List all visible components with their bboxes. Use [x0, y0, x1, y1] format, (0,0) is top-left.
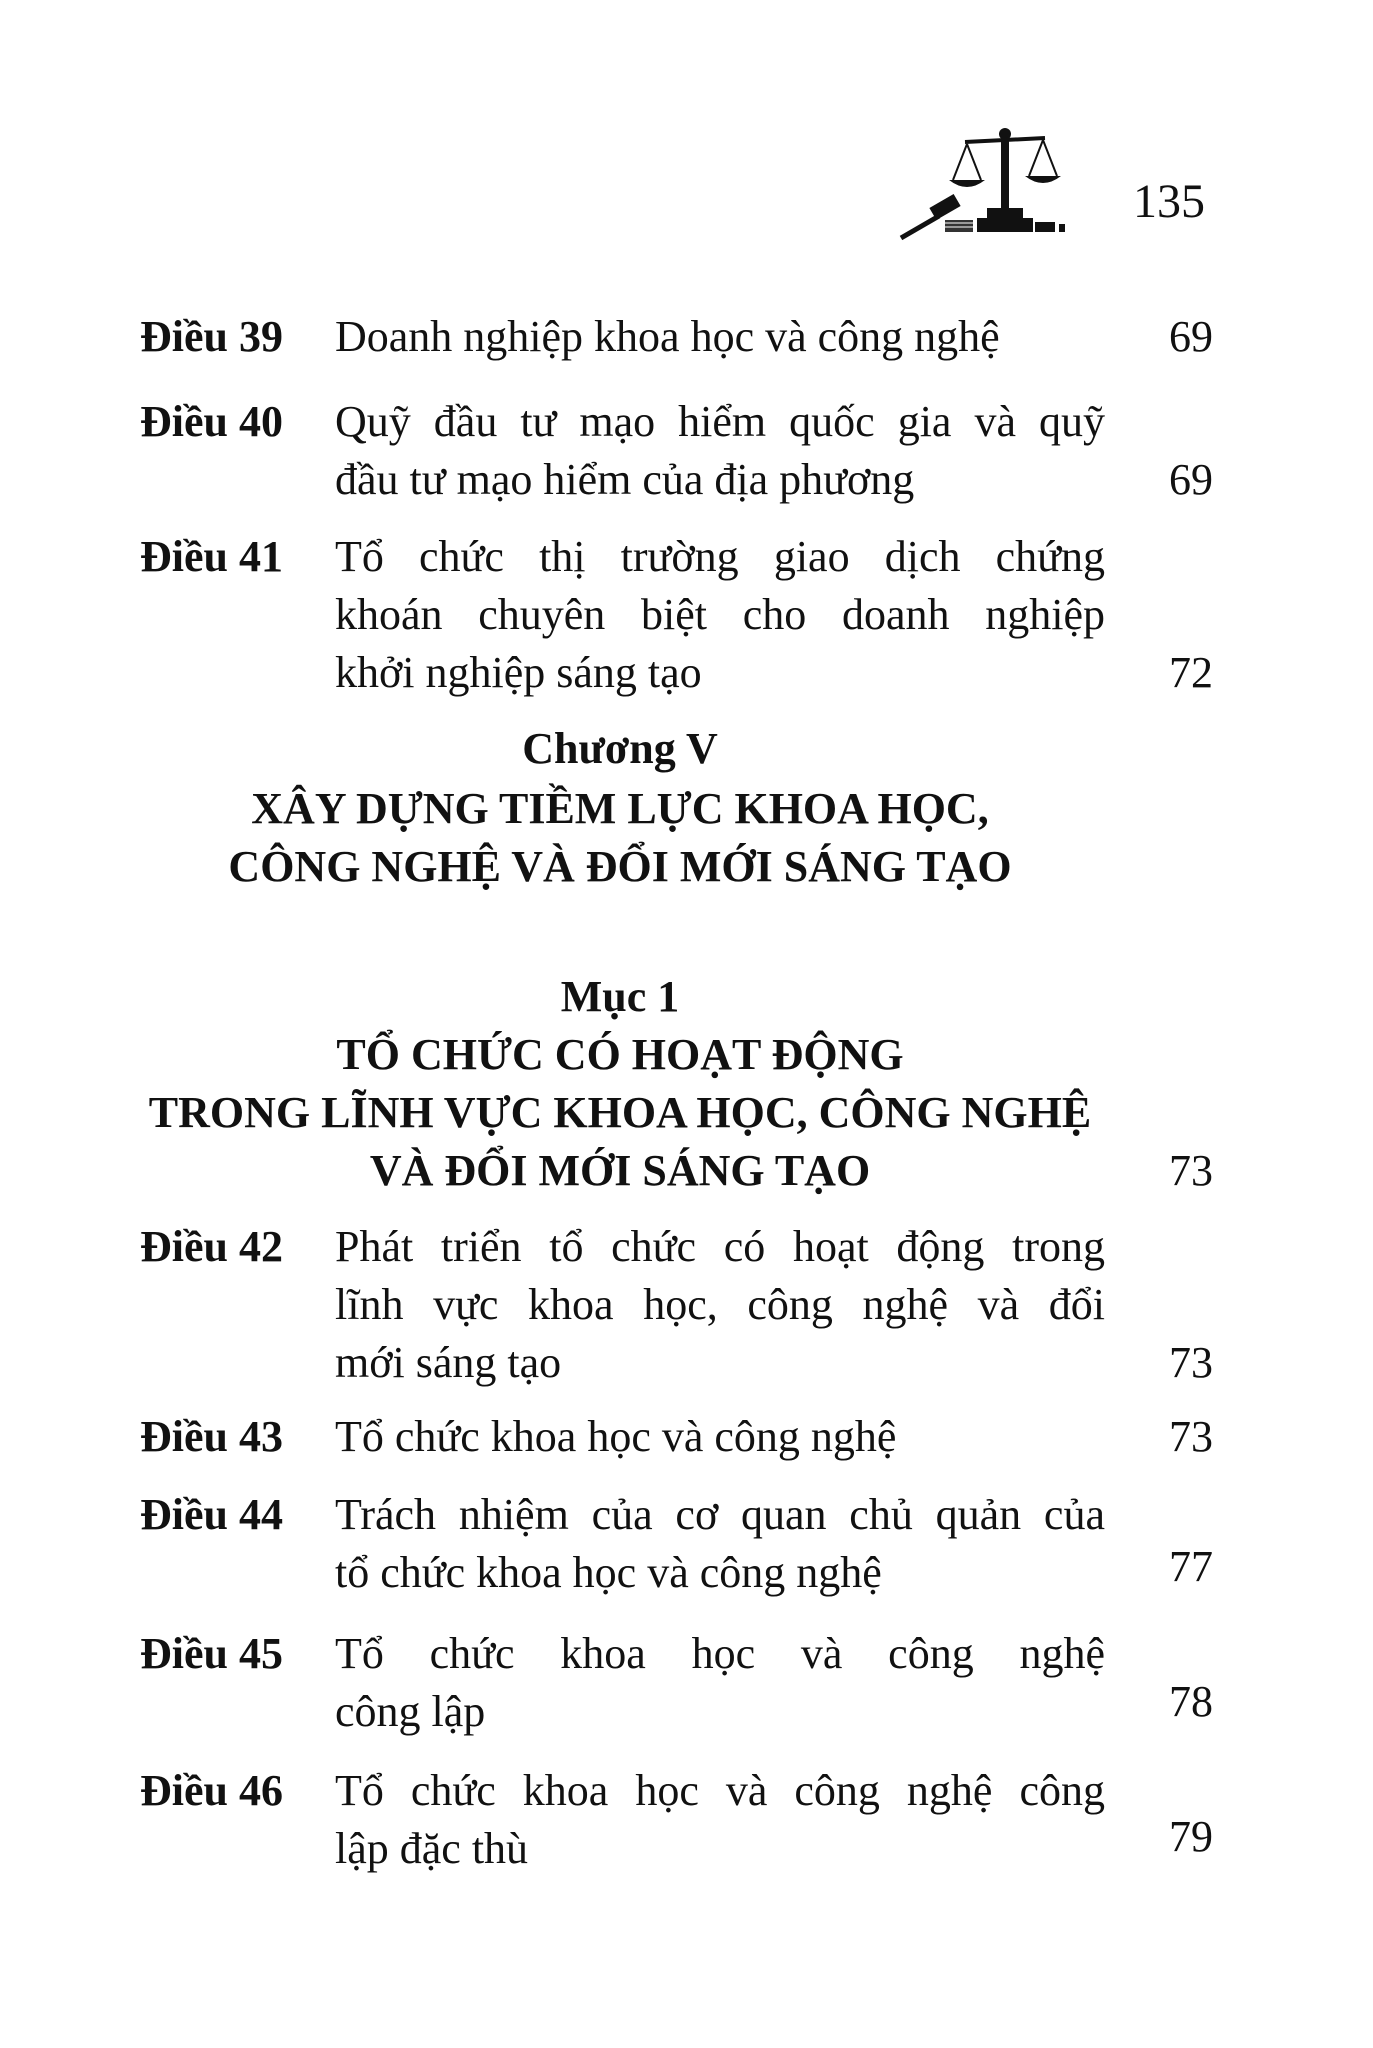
page-ref: 77: [1169, 1542, 1213, 1591]
page-ref: 79: [1169, 1812, 1213, 1861]
section-title-line: TRONG LĨNH VỰC KHOA HỌC, CÔNG NGHỆ: [148, 1088, 1092, 1137]
article-title: Tổ chức thị trường giao dịch chứng khoán chuyên biệt cho doanh nghiệp khởi nghiệp sáng tạo: [335, 532, 1105, 697]
article-label: Điều 41: [140, 532, 283, 581]
page-ref: 73: [1169, 1338, 1213, 1387]
article-title: Tổ chức khoa học và công nghệ công lập đặc thù: [335, 1766, 1105, 1873]
page-ref: 69: [1169, 312, 1213, 361]
section-heading[interactable]: [140, 968, 1100, 1200]
article-label: Điều 43: [140, 1412, 283, 1461]
section-title-line: VÀ ĐỔI MỚI SÁNG TẠO: [369, 1146, 871, 1195]
article-label: Điều 45: [140, 1629, 283, 1678]
chapter-title-line: CÔNG NGHỆ VÀ ĐỔI MỚI SÁNG TẠO: [228, 842, 1012, 891]
page-ref: 73: [1169, 1412, 1213, 1461]
page-ref: 78: [1169, 1677, 1213, 1726]
article-title: Tổ chức khoa học và công nghệ công lập: [335, 1629, 1105, 1736]
scales-and-gavel-icon: [895, 120, 1095, 245]
chapter-heading: [140, 720, 1100, 896]
page-ref: 73: [1169, 1146, 1213, 1195]
article-label: Điều 40: [140, 397, 283, 446]
article-label: Điều 46: [140, 1766, 283, 1815]
chapter-title-line: XÂY DỰNG TIỀM LỰC KHOA HỌC,: [251, 784, 989, 833]
article-label: Điều 42: [140, 1222, 283, 1271]
section-label: Mục 1: [560, 972, 680, 1021]
chapter-label: Chương V: [522, 724, 718, 773]
section-title-line: TỔ CHỨC CÓ HOẠT ĐỘNG: [336, 1030, 904, 1079]
article-title: Trách nhiệm của cơ quan chủ quản của tổ chức khoa học và công nghệ: [335, 1490, 1105, 1597]
page-ref: 69: [1169, 455, 1213, 504]
article-title: Doanh nghiệp khoa học và công nghệ: [335, 312, 1000, 361]
article-label: Điều 44: [140, 1490, 283, 1539]
article-title: Tổ chức khoa học và công nghệ: [335, 1412, 897, 1461]
article-label: Điều 39: [140, 312, 283, 361]
article-title: Phát triển tổ chức có hoạt động trong lĩnh vực khoa học, công nghệ và đổi mới sáng tạo: [335, 1222, 1105, 1387]
page-ref: 72: [1169, 648, 1213, 697]
article-title: Quỹ đầu tư mạo hiểm quốc gia và quỹ đầu tư mạo hiểm của địa phương: [335, 397, 1105, 504]
page-number: 135: [1133, 175, 1205, 228]
